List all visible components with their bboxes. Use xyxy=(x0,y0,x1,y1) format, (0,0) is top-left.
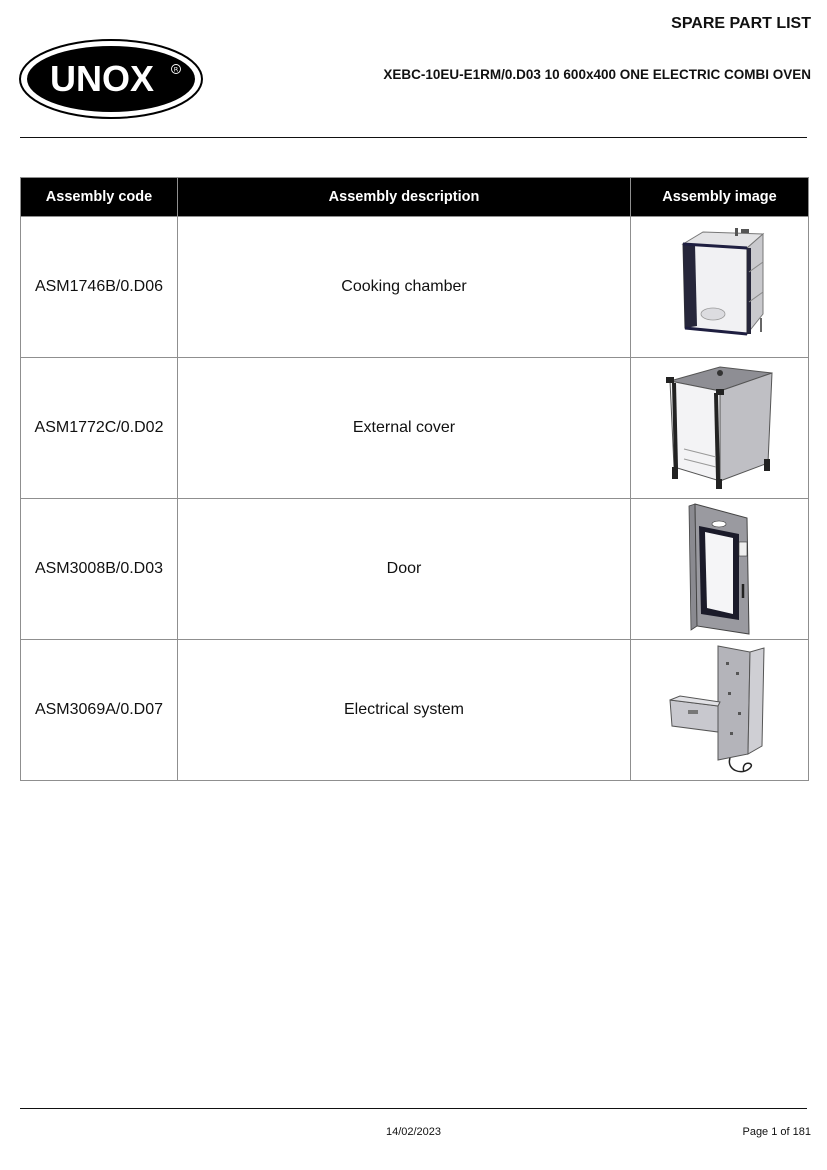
column-header-description: Assembly description xyxy=(178,178,631,217)
assembly-code: ASM1772C/0.D02 xyxy=(21,358,178,499)
header-divider xyxy=(20,137,807,138)
assembly-description: Door xyxy=(178,499,631,640)
assembly-code: ASM3008B/0.D03 xyxy=(21,499,178,640)
door-image xyxy=(675,502,765,636)
assembly-description: Electrical system xyxy=(178,640,631,781)
unox-logo xyxy=(18,38,204,120)
svg-text:R: R xyxy=(173,65,179,74)
table-header-row xyxy=(21,178,809,217)
assembly-code: ASM1746B/0.D06 xyxy=(21,217,178,358)
table-row xyxy=(21,217,809,358)
logo-text: UNOX xyxy=(49,58,155,99)
column-header-code: Assembly code xyxy=(21,178,178,217)
page-number: Page 1 of 181 xyxy=(742,1126,811,1138)
assembly-description: Cooking chamber xyxy=(178,217,631,358)
assembly-image-cell xyxy=(631,358,809,499)
assembly-image-cell xyxy=(631,640,809,781)
assembly-image-cell xyxy=(631,217,809,358)
external-cover-image xyxy=(660,363,780,493)
assembly-table xyxy=(20,177,809,781)
table-row xyxy=(21,499,809,640)
footer-date: 14/02/2023 xyxy=(385,1126,442,1138)
document-title: SPARE PART LIST xyxy=(671,15,811,32)
product-name: XEBC-10EU-E1RM/0.D03 10 600x400 ONE ELECTRIC COMBI OVEN xyxy=(383,67,811,82)
electrical-system-image xyxy=(660,642,780,778)
footer-divider xyxy=(20,1108,807,1109)
column-header-image: Assembly image xyxy=(631,178,809,217)
table-row xyxy=(21,358,809,499)
assembly-code: ASM3069A/0.D07 xyxy=(21,640,178,781)
cooking-chamber-image xyxy=(665,222,775,352)
assembly-image-cell xyxy=(631,499,809,640)
table-row xyxy=(21,640,809,781)
assembly-description: External cover xyxy=(178,358,631,499)
